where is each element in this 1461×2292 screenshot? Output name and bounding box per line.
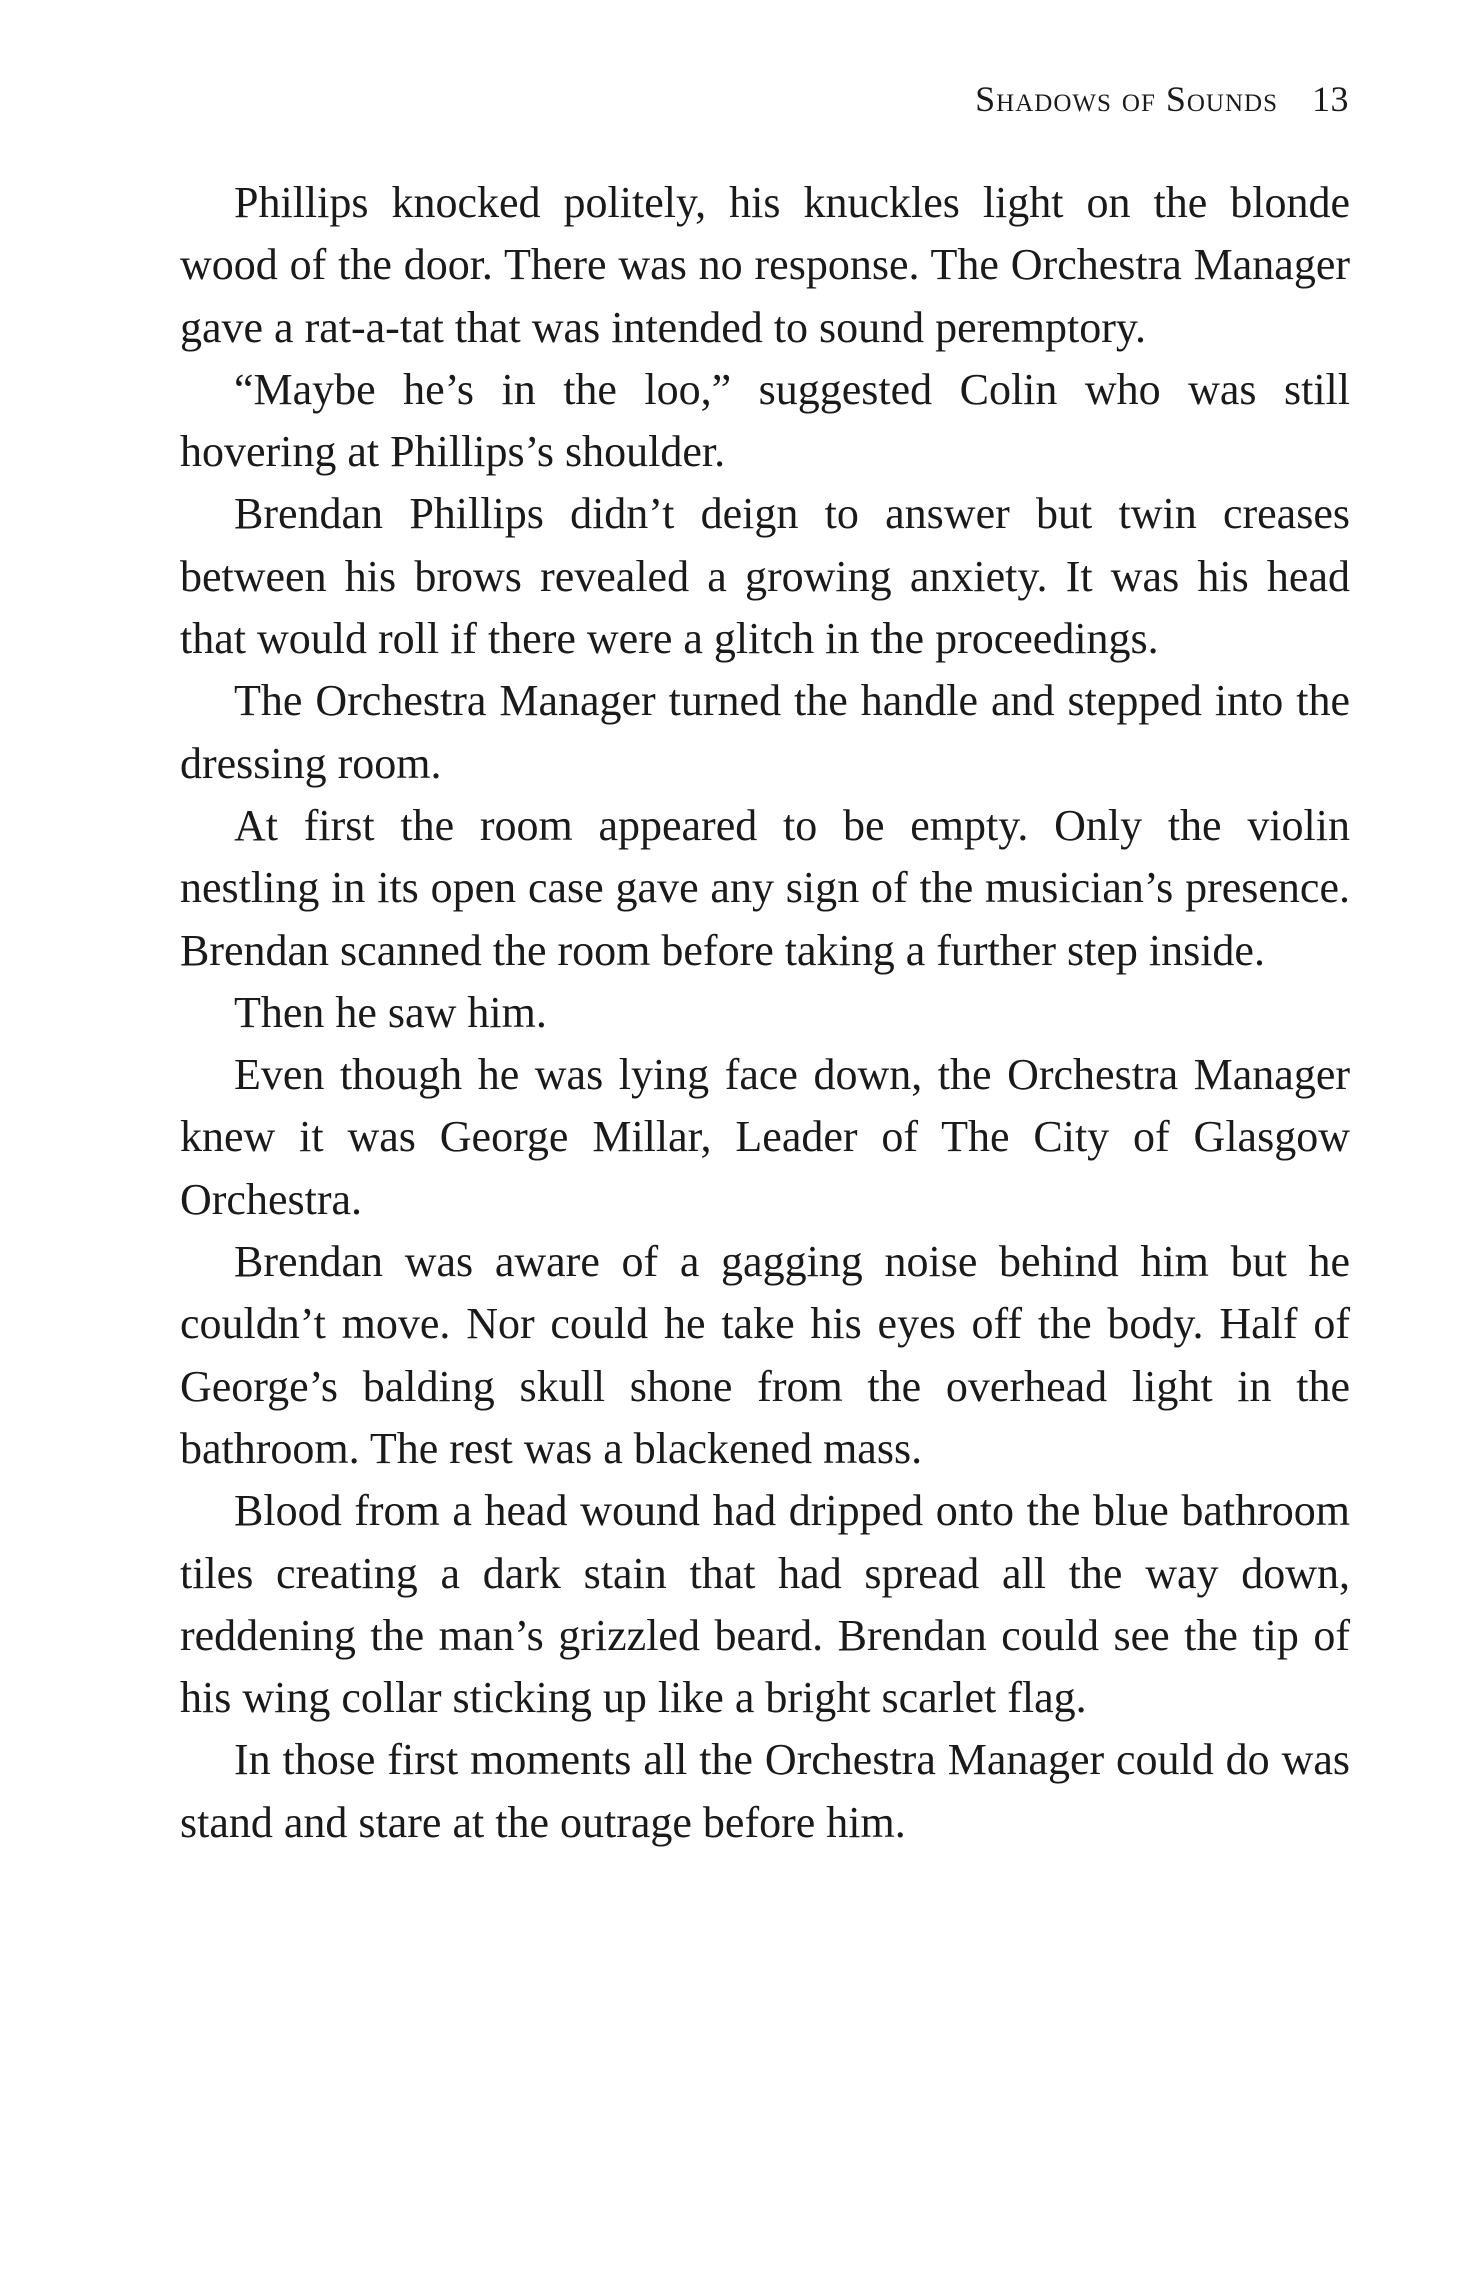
paragraph: The Orchestra Manager turned the handle and stepped into the dressing room.: [180, 676, 1350, 788]
body-text: [180, 172, 1350, 1854]
paragraph: Even though he was lying face down, the Orchestra Manager knew it was George Millar, Leader of The City of Glasgow Orchestra.: [180, 1050, 1350, 1224]
page-number: 13: [1312, 79, 1349, 119]
running-head: [975, 78, 1349, 120]
paragraph: Brendan was aware of a gagging noise behind him but he couldn’t move. Nor could he take his eyes off the body. Half of George’s balding skull shone from the overhead light in the bathroom. The rest was a blackened mass.: [180, 1237, 1350, 1473]
paragraph: Then he saw him.: [234, 987, 547, 1037]
paragraph: Brendan Phillips didn’t deign to answer but twin creases between his brows revealed a growing anxiety. It was his head that would roll if there were a glitch in the proceedings.: [180, 489, 1350, 664]
paragraph: “Maybe he’s in the loo,” suggested Colin who was still hovering at Phillips’s shoulder.: [180, 364, 1350, 477]
paragraph: In those first moments all the Orchestra Manager could do was stand and stare at the outrage before him.: [180, 1735, 1350, 1847]
paragraph: Phillips knocked politely, his knuckles light on the blonde wood of the door. There was no response. The Orchestra Manager gave a rat-a-tat that was intended to sound peremptory.: [180, 178, 1350, 352]
running-title: Shadows of Sounds: [975, 79, 1278, 119]
paragraph: Blood from a head wound had dripped onto the blue bathroom tiles creating a dark stain that had spread all the way down, reddening the man’s grizzled beard. Brendan could see the tip of his wing collar sticking up like a bright scarlet flag.: [180, 1486, 1350, 1723]
paragraph: At first the room appeared to be empty. Only the violin nestling in its open case gave any sign of the musician’s presence. Brendan scanned the room before taking a further step inside.: [180, 800, 1350, 975]
